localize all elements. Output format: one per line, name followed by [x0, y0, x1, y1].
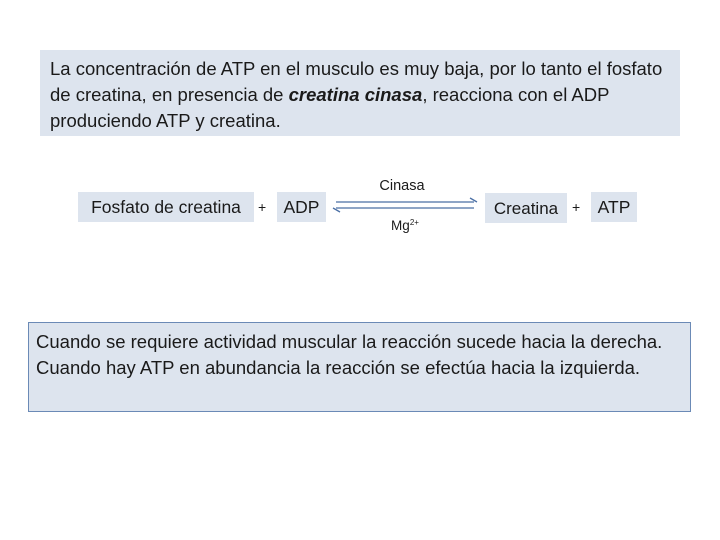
- cofactor-base: Mg: [391, 218, 410, 233]
- reactant-phosphocreatine: Fosfato de creatina: [78, 192, 254, 222]
- note-line-1: Cuando se requiere actividad muscular la reacción sucede hacia la derecha.: [36, 331, 663, 352]
- enzyme-label: Cinasa: [379, 178, 425, 194]
- cofactor-label: [380, 218, 430, 233]
- product-creatine: Creatina: [485, 193, 567, 223]
- cofactor-charge: 2+: [409, 218, 419, 227]
- note-box: [28, 322, 691, 412]
- note-line-2: Cuando hay ATP en abundancia la reacción se efectúa hacia la izquierda.: [36, 357, 641, 378]
- product-atp: ATP: [591, 192, 637, 222]
- intro-text-after: , reacciona con el ADP produciendo ATP y creatina.: [50, 84, 610, 131]
- reactant-adp: ADP: [277, 192, 326, 222]
- plus-sign-reactants: +: [258, 199, 267, 215]
- double-headed-arrow-icon: [330, 196, 480, 214]
- intro-emphasis: creatina cinasa: [288, 84, 423, 105]
- intro-paragraph-box: [40, 50, 680, 136]
- plus-sign-products: +: [572, 199, 581, 215]
- intro-text-before: La concentración de ATP en el musculo es muy baja, por lo tanto el fosfato de creatina, en presencia de: [50, 58, 663, 105]
